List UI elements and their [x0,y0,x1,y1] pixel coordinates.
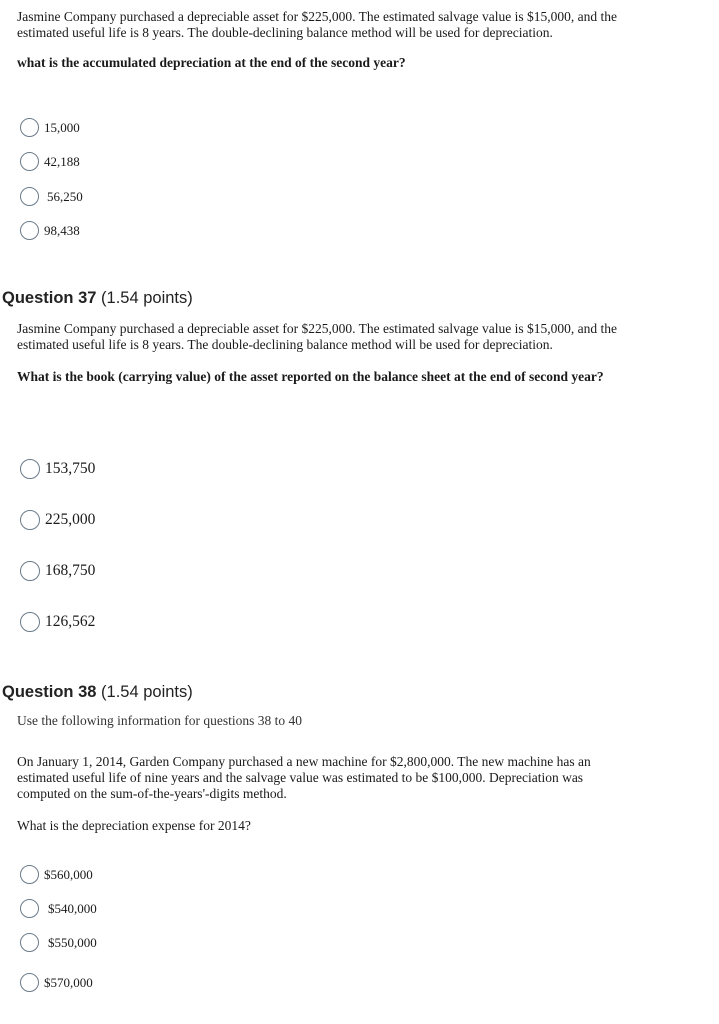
question-38-intro: Use the following information for questions 38 to 40 [17,713,302,728]
question-38-heading [2,683,193,702]
q38-option-3[interactable] [20,933,97,952]
option-label: 42,188 [44,153,80,169]
radio-button[interactable] [20,152,39,171]
question-38-prompt: What is the depreciation expense for 2014? [17,818,251,833]
q36-option-1[interactable] [20,118,80,137]
radio-button[interactable] [20,612,40,632]
radio-button[interactable] [20,221,39,240]
option-label: $540,000 [48,900,97,916]
radio-button[interactable] [20,187,39,206]
option-label: 126,562 [45,613,96,630]
option-label: 168,750 [45,562,96,579]
radio-button[interactable] [20,510,40,530]
radio-button[interactable] [20,459,40,479]
question-title: Question 38 [2,683,97,701]
radio-button[interactable] [20,561,40,581]
option-label: 153,750 [45,460,96,477]
q37-option-1[interactable] [20,459,95,479]
radio-button[interactable] [20,973,39,992]
option-label: $570,000 [44,974,93,990]
question-points: (1.54 points) [101,683,193,701]
option-label: $560,000 [44,866,93,882]
question-points: (1.54 points) [101,289,193,307]
option-label: 15,000 [44,119,80,135]
question-title: Question 37 [2,289,97,307]
q38-option-1[interactable] [20,865,93,884]
q36-option-3[interactable] [20,187,83,206]
q37-option-2[interactable] [20,510,95,530]
option-label: 98,438 [44,222,80,238]
question-36-body: Jasmine Company purchased a depreciable asset for $225,000. The estimated salvage value is $15,000, and the estimated useful life is 8 years. The double-declining balance method will be used for depreciation. [17,9,617,40]
option-label: 56,250 [47,188,83,204]
radio-button[interactable] [20,865,39,884]
q37-option-3[interactable] [20,561,95,581]
question-37-prompt: What is the book (carrying value) of the asset reported on the balance sheet at the end of second year? [17,369,604,384]
option-label: $550,000 [48,934,97,950]
option-label: 225,000 [45,511,96,528]
q38-option-2[interactable] [20,899,97,918]
q36-option-2[interactable] [20,152,80,171]
question-38-body: On January 1, 2014, Garden Company purchased a new machine for $2,800,000. The new machine has an estimated useful life of nine years and the salvage value was estimated to be $100,000. Depreciation was computed on the sum-of-the-years'-digits method. [17,754,591,801]
radio-button[interactable] [20,118,39,137]
q36-option-4[interactable] [20,221,80,240]
question-37-body: Jasmine Company purchased a depreciable asset for $225,000. The estimated salvage value is $15,000, and the estimated useful life is 8 years. The double-declining balance method will be used for depreciation. [17,321,617,352]
question-36-prompt: what is the accumulated depreciation at the end of the second year? [17,55,406,70]
question-37-heading [2,289,193,308]
q38-option-4[interactable] [20,973,93,992]
q37-option-4[interactable] [20,612,95,632]
radio-button[interactable] [20,899,39,918]
radio-button[interactable] [20,933,39,952]
